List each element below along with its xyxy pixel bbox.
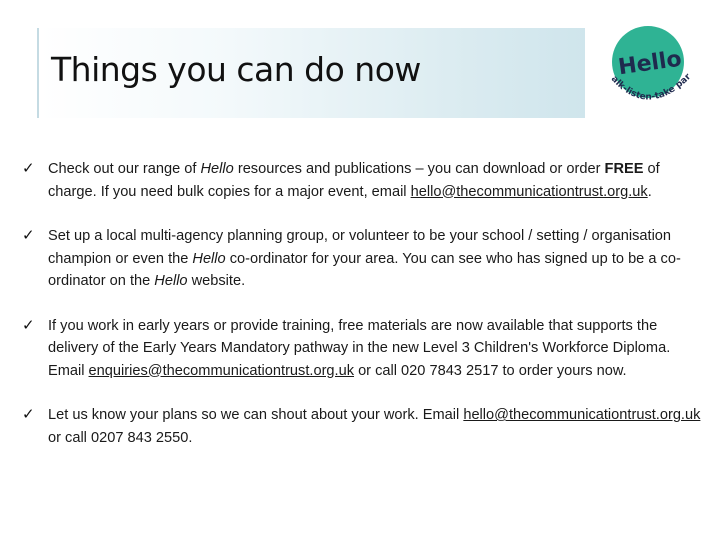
bullet-text: resources and publications – you can download or order bbox=[233, 161, 605, 177]
hello-emphasis: Hello bbox=[154, 273, 188, 289]
logo-tagline-path: alk-listen-take par bbox=[608, 72, 694, 103]
list-item bbox=[22, 404, 702, 449]
check-icon: ✓ bbox=[22, 160, 35, 177]
email-link[interactable]: hello@thecommunicationtrust.org.uk bbox=[410, 183, 648, 200]
list-item bbox=[22, 158, 702, 203]
bullet-text: or call 020 7843 2517 to order yours now. bbox=[354, 362, 627, 379]
hello-logo-graphic bbox=[598, 24, 698, 116]
hello-emphasis: Hello bbox=[192, 250, 226, 267]
bullet-text: Set up a local multi-agency planning group, or volunteer to be your school / setting / organisation champion or even the bbox=[48, 228, 672, 267]
bullet-text: . bbox=[647, 183, 652, 200]
email-link[interactable]: hello@thecommunicationtrust.org.uk bbox=[463, 407, 701, 423]
bullet-text: website. bbox=[187, 273, 246, 289]
bullet-text: or call 0207 843 2550. bbox=[48, 429, 193, 446]
bullet-text: Check out our range of bbox=[48, 161, 201, 177]
bullet-text: If you work in early years or provide training, free materials are now available that supports the delivery of the Early Years Mandatory pathway in the new Level 3 Children's Workforce Diploma. Email bbox=[48, 317, 671, 379]
check-icon: ✓ bbox=[22, 406, 35, 423]
title-banner bbox=[37, 28, 585, 118]
hello-emphasis: Hello bbox=[200, 161, 234, 177]
check-icon: ✓ bbox=[22, 227, 35, 244]
free-emphasis: FREE bbox=[604, 161, 644, 177]
email-link[interactable]: enquiries@thecommunicationtrust.org.uk bbox=[88, 362, 355, 379]
list-item bbox=[22, 315, 702, 383]
hello-logo bbox=[598, 24, 698, 116]
list-item bbox=[22, 225, 702, 293]
check-icon: ✓ bbox=[22, 316, 35, 334]
bullet-text: Let us know your plans so we can shout about your work. Email bbox=[48, 407, 464, 423]
page-title: Things you can do now bbox=[51, 50, 421, 89]
bullet-text: co-ordinator for your area. You can see who has signed up to be a co-ordinator on the bbox=[48, 250, 681, 289]
bullet-text: of charge. If you need bulk copies for a major event, email bbox=[48, 161, 660, 200]
action-list bbox=[22, 158, 702, 449]
logo-word: Hello bbox=[616, 46, 684, 81]
